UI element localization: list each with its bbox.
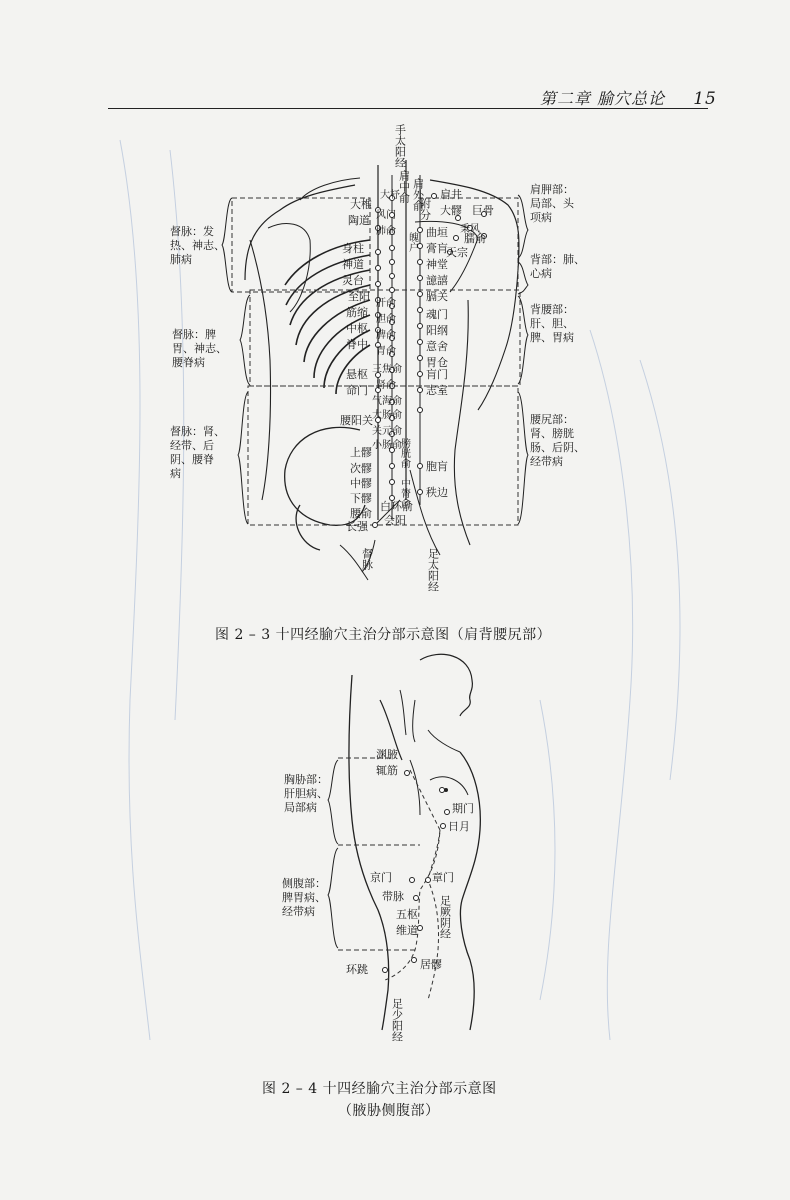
svg-text:居髎: 居髎 — [420, 958, 442, 971]
svg-text:项病: 项病 — [530, 211, 552, 224]
svg-text:肾、膀胱: 肾、膀胱 — [530, 427, 574, 440]
svg-text:辄筋: 辄筋 — [376, 764, 398, 777]
svg-text:大杼: 大杼 — [380, 190, 400, 201]
svg-text:大髎: 大髎 — [440, 204, 462, 217]
meridian-label-jueyin: 足厥阴经 — [438, 895, 452, 939]
side-figure — [282, 654, 480, 1042]
svg-text:腰脊病: 腰脊病 — [172, 356, 205, 369]
svg-text:命门: 命门 — [346, 384, 368, 397]
svg-text:膀胱俞: 膀胱俞 — [398, 438, 410, 468]
shoulder-label-fufen: 附分 — [418, 198, 432, 220]
svg-text:胃、神志、: 胃、神志、 — [172, 342, 227, 355]
svg-text:肩井: 肩井 — [440, 188, 462, 201]
shoulder-label-jianzhongshu: 肩中俞 — [397, 170, 411, 203]
svg-text:秩边: 秩边 — [426, 486, 448, 499]
figure-2-3-caption: 图 2 – 3 十四经腧穴主治分部示意图（肩背腰尻部） — [215, 627, 552, 643]
svg-text:背部：肺、: 背部：肺、 — [530, 253, 585, 266]
svg-text:悬枢: 悬枢 — [346, 368, 368, 381]
svg-text:肝胆病、: 肝胆病、 — [284, 787, 328, 800]
svg-text:日月: 日月 — [448, 820, 470, 833]
svg-text:膏肓: 膏肓 — [426, 242, 448, 255]
svg-text:大椎: 大椎 — [350, 198, 372, 211]
svg-text:肝俞: 肝俞 — [376, 298, 396, 309]
svg-text:气海俞: 气海俞 — [372, 396, 402, 407]
svg-text:胃俞: 胃俞 — [376, 346, 396, 357]
svg-text:脾、胃病: 脾、胃病 — [530, 331, 574, 344]
svg-text:维道: 维道 — [396, 924, 418, 937]
svg-text:身柱: 身柱 — [342, 242, 364, 255]
svg-text:阳纲: 阳纲 — [426, 324, 448, 337]
svg-text:秉风: 秉风 — [460, 224, 480, 235]
svg-text:侧腹部：: 侧腹部： — [282, 877, 326, 890]
svg-text:志室: 志室 — [426, 384, 448, 397]
svg-text:意舍: 意舍 — [426, 340, 448, 353]
svg-text:膈关: 膈关 — [426, 290, 448, 303]
side-left-groups — [282, 772, 328, 918]
svg-text:次髎: 次髎 — [350, 462, 372, 475]
svg-text:肾俞: 肾俞 — [376, 380, 396, 391]
chapter-title: 第二章 腧穴总论 — [540, 89, 666, 108]
back-figure — [170, 124, 585, 592]
side-point-labels — [346, 747, 474, 976]
svg-text:脊中: 脊中 — [346, 338, 368, 351]
svg-text:带脉: 带脉 — [382, 890, 404, 903]
svg-text:肺俞: 肺俞 — [376, 226, 396, 237]
svg-text:病: 病 — [170, 467, 181, 480]
svg-text:渊腋: 渊腋 — [376, 748, 398, 761]
svg-text:譩譆: 譩譆 — [426, 274, 448, 287]
bleed-through — [120, 140, 680, 1040]
svg-text:胃仓: 胃仓 — [426, 356, 448, 369]
svg-text:腰俞: 腰俞 — [350, 507, 372, 520]
back-right-groups — [530, 182, 585, 468]
svg-text:期门: 期门 — [452, 802, 474, 815]
svg-text:胸胁部：: 胸胁部： — [284, 773, 328, 786]
svg-text:灵台: 灵台 — [342, 274, 364, 287]
svg-text:脾胃病、: 脾胃病、 — [282, 891, 326, 904]
svg-text:肺病: 肺病 — [170, 253, 192, 266]
svg-text:腰尻部：: 腰尻部： — [530, 413, 574, 426]
svg-text:神道: 神道 — [342, 258, 364, 271]
svg-text:魂门: 魂门 — [426, 308, 448, 321]
bottom-right-label: 足太阳经 — [426, 548, 440, 592]
figure-2-4-subcaption: （腋胁侧腹部） — [338, 1103, 440, 1119]
svg-text:局部、头: 局部、头 — [530, 197, 574, 210]
svg-text:环跳: 环跳 — [346, 963, 368, 976]
svg-text:五枢: 五枢 — [396, 908, 418, 921]
svg-text:胞肓: 胞肓 — [426, 460, 448, 473]
svg-text:会阳: 会阳 — [384, 514, 406, 527]
svg-text:肩胛部：: 肩胛部： — [530, 183, 574, 196]
svg-text:白环俞: 白环俞 — [380, 500, 413, 513]
svg-text:中髎: 中髎 — [350, 477, 372, 490]
svg-text:风门: 风门 — [376, 210, 396, 221]
svg-text:巨骨: 巨骨 — [472, 204, 494, 217]
svg-text:京门: 京门 — [370, 871, 392, 884]
svg-text:小肠俞: 小肠俞 — [372, 440, 402, 451]
svg-text:章门: 章门 — [432, 871, 454, 884]
svg-text:曲垣: 曲垣 — [426, 226, 448, 239]
svg-text:背腰部：: 背腰部： — [530, 303, 574, 316]
svg-text:心病: 心病 — [530, 267, 552, 280]
svg-text:中枢: 中枢 — [346, 322, 368, 335]
svg-text:督脉：发: 督脉：发 — [170, 225, 214, 238]
shoulder-label-jianwaishu: 肩外俞 — [411, 178, 425, 211]
svg-text:陶道: 陶道 — [348, 214, 370, 227]
svg-text:大肠俞: 大肠俞 — [372, 410, 402, 421]
svg-text:三焦俞: 三焦俞 — [372, 364, 402, 375]
page-number: 15 — [693, 89, 717, 109]
bottom-left-label: 督脉 — [360, 548, 374, 570]
svg-text:神堂: 神堂 — [426, 258, 448, 271]
meridian-label-shaoyang: 足少阳经 — [390, 998, 404, 1042]
svg-text:腰阳关: 腰阳关 — [340, 414, 373, 427]
svg-text:经带病: 经带病 — [282, 905, 315, 918]
svg-text:肝、胆、: 肝、胆、 — [530, 317, 574, 330]
svg-text:阴、腰脊: 阴、腰脊 — [170, 453, 214, 466]
svg-text:长强: 长强 — [346, 520, 368, 533]
back-left-groups — [170, 224, 227, 480]
svg-text:臑俞: 臑俞 — [464, 232, 486, 245]
svg-text:经带、后: 经带、后 — [170, 439, 214, 452]
svg-text:经带病: 经带病 — [530, 455, 563, 468]
svg-text:至阳: 至阳 — [348, 290, 370, 303]
svg-text:下髎: 下髎 — [350, 492, 372, 505]
svg-text:督脉：肾、: 督脉：肾、 — [170, 425, 225, 438]
svg-text:中膂俞: 中膂俞 — [398, 478, 410, 508]
svg-text:局部病: 局部病 — [284, 801, 317, 814]
svg-text:筋缩: 筋缩 — [346, 306, 368, 319]
svg-text:魄户: 魄户 — [406, 232, 418, 252]
svg-text:上髎: 上髎 — [350, 446, 372, 459]
svg-text:督脉：脾: 督脉：脾 — [172, 328, 216, 341]
figure-2-4-caption: 图 2 – 4 十四经腧穴主治分部示意图 — [262, 1081, 497, 1097]
svg-text:天宗: 天宗 — [446, 246, 468, 259]
svg-text:关元俞: 关元俞 — [372, 426, 402, 437]
svg-text:脾俞: 脾俞 — [376, 330, 396, 341]
svg-text:肠、后阴、: 肠、后阴、 — [530, 441, 585, 454]
svg-text:热、神志、: 热、神志、 — [170, 239, 225, 252]
svg-text:肓门: 肓门 — [426, 368, 448, 381]
svg-text:胆俞: 胆俞 — [376, 314, 396, 325]
top-meridian-label: 手太阳经 — [393, 124, 407, 168]
